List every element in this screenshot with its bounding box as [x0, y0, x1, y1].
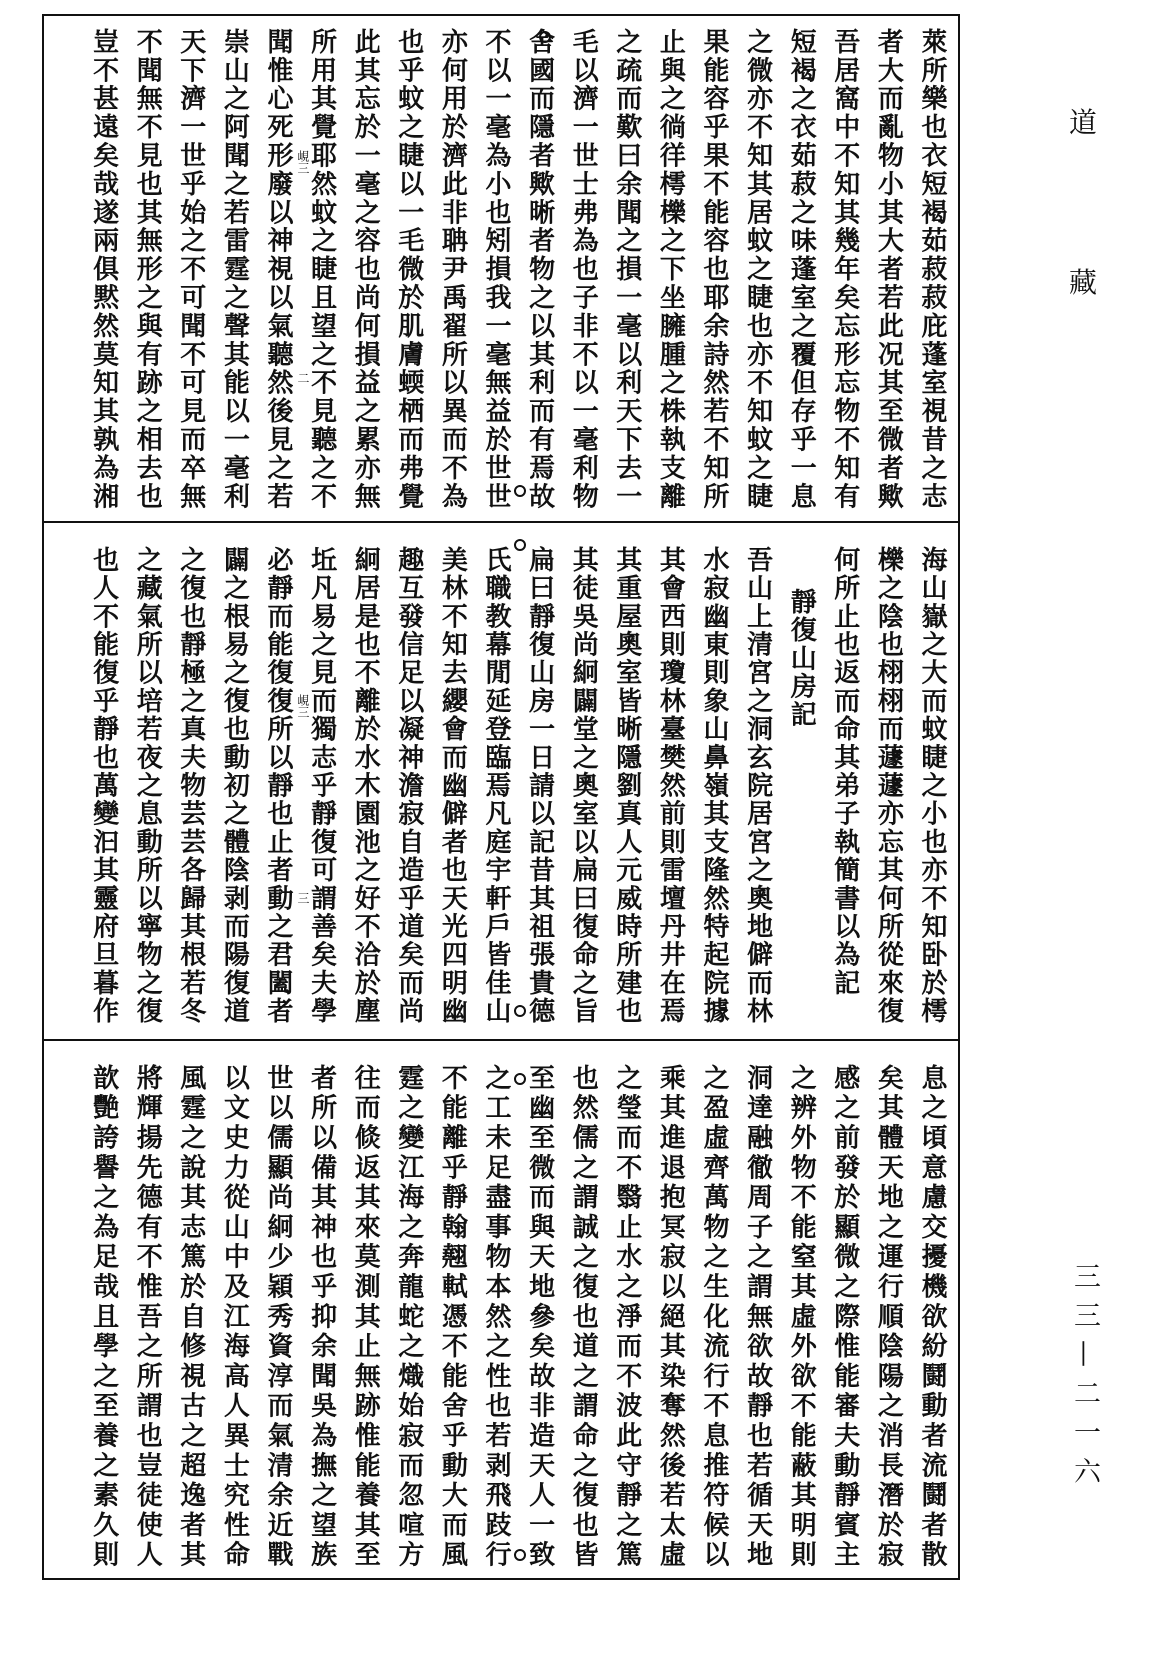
text-column: 毛以濟一世士弗為也子非不以一毫利物	[568, 28, 599, 511]
text-column: 者所以備其神也乎抑余聞吳為撫之望族	[306, 1064, 337, 1571]
text-column: 者大而亂物小其大者若此况其至微者歟	[873, 28, 904, 511]
text-column: 闢之根易之復也動初之體陰剥而陽復道	[219, 546, 250, 1026]
text-column: 將輝揚先德有不惟吾之所謂也豈徒使人	[132, 1064, 163, 1571]
text-column: 之辨外物不能窒其虛外欲不能蔽其明則	[786, 1064, 817, 1571]
text-column: 至幽至微而與天地參矣故非造天人一致	[524, 1064, 555, 1571]
text-column: 以文史力從山中及江海高人異士究性命	[219, 1064, 250, 1571]
text-column: 往而倐返其來莫測其止無跡惟能養其至	[350, 1064, 381, 1571]
text-column: 乘其進退抱冥寂以絕其染奪然後若太虛	[655, 1064, 686, 1571]
text-column: 其會西則瓊林臺樊然前則雷壇丹井在焉	[655, 546, 686, 1026]
text-column: 世以儒顯尚絅少穎秀資淳而氣清余近戰	[263, 1064, 293, 1571]
text-column: 此其忘於一毫之容也尚何損益之累亦無	[350, 28, 381, 511]
text-column: 風霆之說其志篤於自修視古之超逸者其	[175, 1064, 206, 1571]
text-column: 之疏而歎曰余聞之損一毫以利天下去一	[611, 28, 642, 511]
text-column: 其徒吳尚絅闢堂之奧室以扁曰復命之旨	[568, 546, 599, 1026]
text-column: 水寂幽東則象山鼻嶺其支隆然特起院據	[699, 546, 729, 1026]
text-column: 果能容乎果不能容也耶余詩然若不知所	[699, 28, 729, 511]
text-column: 萊所樂也衣短褐茹菽菽庇蓬室視昔之志	[917, 28, 947, 511]
text-column: 所用其覺耶然蚊之睫且望之不見聽之不	[306, 28, 337, 511]
text-column: 絅居是也不離於水木園池之好不洽於塵	[350, 546, 381, 1026]
text-column: 也乎蚊之睫以一毛微於肌膚蝡栖而弗覺	[393, 28, 424, 511]
text-column: 之微亦不知其居蚊之睫也亦不知蚊之睫	[742, 28, 773, 511]
register-divider-1	[42, 521, 960, 523]
text-column: 趣互發信足以凝神澹寂自造乎道矣而尚	[393, 546, 424, 1026]
text-column: 之工未足盡事物本然之性也若剥飛跂行	[481, 1064, 511, 1571]
text-column: 不聞無不見也其無形之與有跡之相去也	[132, 28, 163, 511]
block-juan-label: 峴三	[296, 694, 310, 718]
text-column: 也然儒之謂誠之復也道之謂命之復也皆	[568, 1064, 599, 1571]
text-column: 霆之變江海之奔龍蛇之熾始寂而忽喧方	[393, 1064, 424, 1571]
text-column: 歆艷誇譽之為足哉且學之至養之素久則	[88, 1064, 119, 1571]
text-column: 不能離乎靜翰翹軾憑不能舍乎動大而風	[437, 1064, 468, 1571]
text-column: 也人不能復乎靜也萬變汩其靈府旦暮作	[88, 546, 119, 1026]
text-column: 之盈虛齊萬物之生化流行不息推符候以	[699, 1064, 729, 1571]
text-column: 吾居窩中不知其幾年矣忘形忘物不知有	[829, 28, 860, 511]
text-column: 不以一毫為小也矧損我一毫無益於世世	[481, 28, 511, 511]
register-divider-2	[42, 1039, 960, 1041]
text-column: 豈不甚遠矣哉遂兩俱黙然莫知其孰為湘	[88, 28, 119, 511]
text-column: 何所止也返而命其弟子執簡書以為記	[829, 546, 860, 998]
collection-char-zang: 藏	[1068, 266, 1097, 299]
page-code: 三三—二一六	[1069, 1262, 1100, 1496]
text-column: 亦何用於濟此非聃尹禹翟所以異而不為	[437, 28, 468, 511]
text-column: 天下濟一世乎始之不可聞不可見而卒無	[175, 28, 206, 511]
text-column: 之瑩而不翳止水之淨而不波此守靜之篤	[611, 1064, 642, 1571]
block-juan-label: 峴三	[296, 150, 310, 174]
text-column: 息之頃意慮交擾機欲紛鬪動者流鬪者散	[917, 1064, 947, 1571]
text-column: 必靜而能復復所以靜也止者動之君闔者	[263, 546, 293, 1026]
text-column: 洞達融徹周子之謂無欲故靜也若循天地	[742, 1064, 773, 1571]
text-column: 之藏氣所以培若夜之息動所以寧物之復	[132, 546, 163, 1026]
text-column: 矣其體天地之運行順陰陽之消長潛於寂	[873, 1064, 904, 1571]
text-column: 吾山上清宮之洞玄院居宮之奧地僻而林	[742, 546, 773, 1026]
collection-char-dao: 道	[1068, 106, 1097, 139]
text-column: 坵凡易之見而獨志乎靜復可謂善矣夫學	[306, 546, 337, 1026]
block-leaf-label: 三	[296, 892, 310, 904]
block-leaf-label: 二	[296, 372, 310, 384]
section-title: 靜復山房記	[786, 588, 817, 729]
text-column: 櫟之陰也栩栩而蘧蘧亦忘其何所從來復	[873, 546, 904, 1026]
text-column: 聞惟心死形廢以神視以氣聽然後見之若	[263, 28, 293, 511]
text-column: 其重屋奧室皆晰隱劉真人元威時所建也	[611, 546, 642, 1026]
text-column: 扁曰靜復山房一日請以記昔其祖張貴德	[524, 546, 555, 1026]
text-column: 之復也靜極之真夫物芸芸各歸其根若冬	[175, 546, 206, 1026]
text-column: 短褐之衣茹菽之味蓬室之覆但存乎一息	[786, 28, 817, 511]
text-column: 美林不知去纓會而幽僻者也天光四明幽	[437, 546, 468, 1026]
text-column: 止與之徜徉樗櫟之下坐臃腫之株執支離	[655, 28, 686, 511]
text-column: 舍國而隱者歟晰者物之以其利而有焉故	[524, 28, 555, 511]
text-column: 崇山之阿聞之若雷霆之聲其能以一毫利	[219, 28, 250, 511]
text-column: 感之前發於顯微之際惟能審夫動靜賓主	[829, 1064, 860, 1571]
text-column: 海山嶽之大而蚊睫之小也亦不知卧於樗	[917, 546, 947, 1026]
text-column: 氏職教幕閒延登臨焉凡庭宇軒戶皆佳山	[481, 546, 511, 1026]
